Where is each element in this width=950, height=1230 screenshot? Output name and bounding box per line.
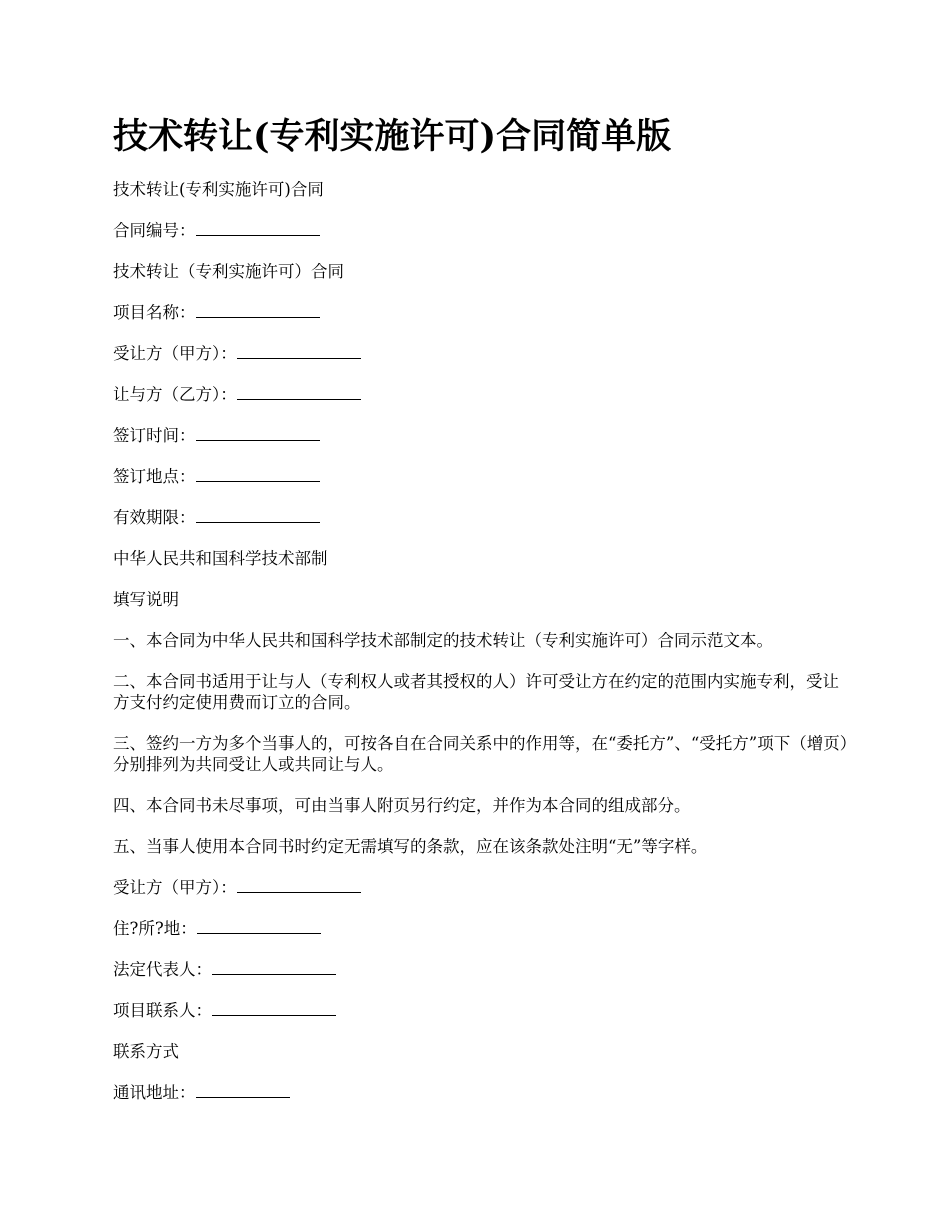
project-name-label: 项目名称： xyxy=(113,303,196,322)
validity-blank xyxy=(196,507,320,523)
contact-person-line xyxy=(113,1000,873,1021)
contract-number-label: 合同编号： xyxy=(113,221,196,240)
document-title: 技术转让(专利实施许可)合同简单版 xyxy=(113,116,672,157)
mail-address-label: 通讯地址： xyxy=(113,1083,196,1102)
sign-time-label: 签订时间： xyxy=(113,426,196,445)
legal-rep-blank xyxy=(212,959,336,975)
contract-subtitle xyxy=(113,179,873,200)
project-name-line xyxy=(113,302,873,323)
contract-name-text: 技术转让（专利实施许可）合同 xyxy=(113,262,344,281)
sign-place-blank xyxy=(196,466,320,482)
instruction-5 xyxy=(113,836,873,857)
contact-person-label: 项目联系人： xyxy=(113,1001,212,1020)
validity-label: 有效期限： xyxy=(113,508,196,527)
project-name-blank xyxy=(196,302,320,318)
validity-line xyxy=(113,507,873,528)
transferee-label: 受让方（甲方）： xyxy=(113,344,237,363)
mail-address-blank xyxy=(196,1082,290,1098)
contact-method-line xyxy=(113,1041,873,1062)
transferor-line xyxy=(113,384,873,405)
mail-address-line xyxy=(113,1082,873,1103)
sign-place-line xyxy=(113,466,873,487)
transferee-2-label: 受让方（甲方）： xyxy=(113,878,237,897)
contact-method-text: 联系方式 xyxy=(113,1042,179,1061)
contract-name-line xyxy=(113,261,873,282)
instructions-heading xyxy=(113,589,873,610)
sign-time-line xyxy=(113,425,873,446)
document-page xyxy=(113,112,873,1123)
instruction-2-text: 二、本合同书适用于让与人（专利权人或者其授权的人）许可受让方在约定的范围内实施专利，受让方支付约定使用费而订立的合同。 xyxy=(113,672,839,712)
sign-place-label: 签订地点： xyxy=(113,467,196,486)
legal-rep-line xyxy=(113,959,873,980)
address-line xyxy=(113,918,873,939)
address-label: 住?所?地： xyxy=(113,919,197,938)
instruction-3-text: 三、签约一方为多个当事人的，可按各自在合同关系中的作用等，在“委托方”、“受托方”项下（增页）分别排列为共同受让人或共同让与人。 xyxy=(113,734,848,774)
contract-number-blank xyxy=(196,220,320,236)
transferee-2-blank xyxy=(237,877,361,893)
instruction-1-text: 一、本合同为中华人民共和国科学技术部制定的技术转让（专利实施许可）合同示范文本。 xyxy=(113,631,773,650)
instruction-2 xyxy=(113,671,848,713)
address-blank xyxy=(197,918,321,934)
instruction-4-text: 四、本合同书未尽事项，可由当事人附页另行约定，并作为本合同的组成部分。 xyxy=(113,796,691,815)
instructions-heading-text: 填写说明 xyxy=(113,590,179,609)
transferee-blank xyxy=(237,343,361,359)
sign-time-blank xyxy=(196,425,320,441)
instruction-5-text: 五、当事人使用本合同书时约定无需填写的条款，应在该条款处注明“无”等字样。 xyxy=(113,837,708,856)
instruction-1 xyxy=(113,630,873,651)
transferee-line xyxy=(113,343,873,364)
ministry-line xyxy=(113,548,873,569)
instruction-4 xyxy=(113,795,873,816)
contract-subtitle-text: 技术转让(专利实施许可)合同 xyxy=(113,180,324,199)
contact-person-blank xyxy=(212,1000,336,1016)
transferor-blank xyxy=(237,384,361,400)
contract-number-line xyxy=(113,220,873,241)
instruction-3 xyxy=(113,733,848,775)
legal-rep-label: 法定代表人： xyxy=(113,960,212,979)
transferee-line-2 xyxy=(113,877,873,898)
transferor-label: 让与方（乙方）： xyxy=(113,385,237,404)
ministry-text: 中华人民共和国科学技术部制 xyxy=(113,549,328,568)
